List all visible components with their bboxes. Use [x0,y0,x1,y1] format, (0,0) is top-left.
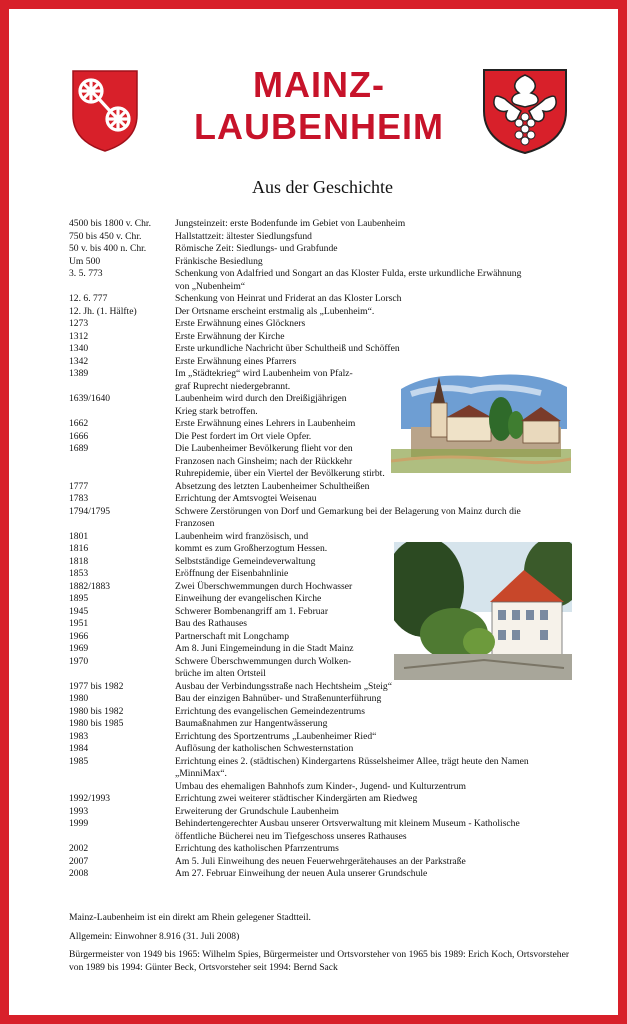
timeline-row [69,843,569,856]
page-title [169,64,469,148]
timeline-date: 1977 bis 1982 [69,680,124,692]
timeline-event: Erste urkundliche Nachricht über Schultheiß und Schöffen [175,343,400,354]
timeline-event: Die Laubenheimer Bevölkerung flieht vor den [175,443,353,454]
timeline-event: Erste Erwähnung eines Pfarrers [175,355,297,367]
timeline-date: 1980 bis 1985 [69,718,124,729]
timeline-row [69,793,569,806]
timeline-row [69,218,569,231]
timeline-row [69,318,569,331]
timeline-date: 1969 [69,643,89,654]
timeline-event: Ruhrepidemie, über ein Viertel der Bevölkerung stirbt. [175,468,385,479]
timeline-event: Schwere Überschwemmungen durch Wolken- [175,655,352,667]
timeline-date [69,456,175,469]
timeline-date: 1966 [69,630,89,642]
timeline-date: 1992/1993 [69,793,111,804]
timeline-date [69,831,175,844]
timeline-event: kommt es zum Großherzogtum Hessen. [175,543,328,554]
timeline-row [69,343,569,356]
timeline-event: Im „Städtekrieg“ wird Laubenheim von Pfalz- [175,368,353,379]
timeline-date: 1342 [69,355,89,367]
timeline-row [69,293,569,306]
timeline-event: Erste Erwähnung eines Glöckners [175,318,306,329]
timeline-row [69,506,569,519]
timeline-row [69,831,569,844]
timeline-date: 1312 [69,330,89,342]
timeline-date: 1999 [69,818,89,829]
timeline-row [69,806,569,819]
timeline-event: Erste Erwähnung der Kirche [175,330,285,342]
timeline-row [69,243,569,256]
timeline-event: Franzosen nach Ginsheim; nach der Rückkehr [175,455,353,467]
title-line-2: LAUBENHEIM [194,106,444,147]
timeline-date [69,468,175,481]
timeline-date: 1945 [69,605,89,617]
timeline-event: Erweiterung der Grundschule Laubenheim [175,805,339,817]
timeline-event: Laubenheim wird französisch, und [175,530,309,542]
timeline-event: brüche im alten Ortsteil [175,668,266,679]
timeline-row [69,281,569,294]
timeline-date: 1662 [69,418,89,429]
timeline-event: Eröffnung der Eisenbahnlinie [175,568,289,579]
timeline-date: 2008 [69,868,89,879]
timeline-date: 1801 [69,530,89,542]
timeline-event: Errichtung der Amtsvogtei Weisenau [175,493,317,504]
timeline-date: 1853 [69,568,89,579]
footer-mayors: Bürgermeister von 1949 bis 1965: Wilhelm Spies, Bürgermeister und Ortsvorsteher von 1965 bis 1989: Erich Koch, Ortsvorsteher von 1989 bis 1994: Günter Beck, Ortsvorsteher seit 1994: Bernd Sack [69,949,570,973]
timeline-event: Schenkung von Adalfried und Songart an das Kloster Fulda, erste urkundliche Erwähnung [175,268,522,279]
timeline-date: 1980 [69,693,89,704]
title-line-1: MAINZ- [253,64,385,105]
timeline-date: 1666 [69,430,89,442]
timeline-event: Schwere Zerstörungen von Dorf und Gemarkung bei der Belagerung von Mainz durch die [175,505,521,517]
timeline-date: 12. 6. 777 [69,293,108,304]
timeline-row [69,818,569,831]
timeline-date [69,768,175,781]
timeline-row [69,518,569,531]
timeline-event: Errichtung des Sportzentrums „Laubenheimer Ried“ [175,730,377,742]
timeline-date: 1273 [69,318,89,329]
timeline-date: 1985 [69,755,89,767]
timeline-date [69,518,175,531]
timeline-event: Ausbau der Verbindungsstraße nach Hechtsheim „Steig“ [175,680,392,692]
timeline-event: Der Ortsname erscheint erstmalig als „Lubenheim“. [175,305,375,317]
timeline-date: 1984 [69,743,89,754]
section-subtitle: Aus der Geschichte [252,177,393,197]
timeline-date: 1639/1640 [69,393,111,404]
timeline-date: 1689 [69,443,89,454]
timeline-event: Errichtung des evangelischen Gemeindezentrums [175,705,365,717]
timeline-event: Fränkische Besiedlung [175,255,263,267]
timeline-date: Um 500 [69,255,101,267]
timeline-date: 4500 bis 1800 v. Chr. [69,218,151,229]
timeline-date [69,406,175,419]
timeline-event: Baumaßnahmen zur Hangentwässerung [175,718,328,729]
timeline-event: Absetzung des letzten Laubenheimer Schultheißen [175,480,370,492]
timeline-date: 1783 [69,493,89,504]
timeline-row [69,306,569,319]
timeline-event: Zwei Überschwemmungen durch Hochwasser [175,580,353,592]
timeline-row [69,756,569,769]
timeline-row [69,718,569,731]
timeline-event: Hallstattzeit: ältester Siedlungsfund [175,230,312,242]
timeline-date: 1340 [69,343,89,354]
timeline-date: 1983 [69,730,89,742]
timeline-row [69,743,569,756]
timeline-row [69,768,569,781]
timeline-event: von „Nubenheim“ [175,280,246,292]
timeline-event: Errichtung des katholischen Pfarrzentrums [175,843,339,854]
timeline-date: 1389 [69,368,89,379]
timeline-event: Selbstständige Gemeindeverwaltung [175,555,316,567]
timeline-event: Die Pest fordert im Ort viele Opfer. [175,430,312,442]
timeline-event: Römische Zeit: Siedlungs- und Grabfunde [175,243,338,254]
timeline-event: Umbau des ehemaligen Bahnhofs zum Kinder-, Jugend- und Kulturzentrum [175,780,467,792]
timeline-date: 1951 [69,618,89,629]
timeline-date [69,281,175,294]
timeline-date [69,781,175,794]
timeline-date: 12. Jh. (1. Hälfte) [69,305,137,317]
timeline-row [69,481,569,494]
timeline-event: Laubenheim wird durch den Dreißigjährigen [175,393,347,404]
timeline-event: graf Ruprecht niedergebrannt. [175,380,291,392]
laubenheim-grape-crest-icon [481,67,569,155]
timeline-row [69,356,569,369]
timeline-date: 1993 [69,805,89,817]
timeline-event: Erste Erwähnung eines Lehrers in Laubenheim [175,418,356,429]
timeline-event: Behindertengerechter Ausbau unserer Ortsverwaltung mit kleinem Museum - Katholische [175,818,520,829]
timeline-date: 1794/1795 [69,505,111,517]
timeline-event: Am 27. Februar Einweihung der neuen Aula unserer Grundschule [175,868,428,879]
timeline-date: 1816 [69,543,89,554]
town-hall-illustration [394,542,572,680]
timeline-row [69,681,569,694]
church-illustration [391,369,571,473]
timeline-row [69,868,569,881]
timeline-event: öffentliche Bücherei neu im Tiefgeschoss unseres Rathauses [175,830,407,842]
timeline-date [69,381,175,394]
timeline-event: Auflösung der katholischen Schwesternstation [175,743,354,754]
timeline-date: 1895 [69,593,89,604]
timeline-date: 750 bis 450 v. Chr. [69,230,142,242]
timeline-event: Schwerer Bombenangriff am 1. Februar [175,605,329,617]
timeline-row [69,731,569,744]
timeline-event: „MinniMax“. [175,768,227,779]
timeline-event: Schenkung von Heinrat und Friderat an das Kloster Lorsch [175,293,402,304]
timeline-date: 1980 bis 1982 [69,705,124,717]
timeline-row [69,256,569,269]
timeline-date: 1970 [69,655,89,667]
timeline-date: 1882/1883 [69,580,111,592]
timeline-event: Bau der einzigen Bahnüber- und Straßenunterführung [175,693,382,704]
timeline-event: Krieg stark betroffen. [175,405,258,417]
timeline-date: 2007 [69,855,89,867]
timeline-event: Bau des Rathauses [175,618,247,629]
footer-population: Allgemein: Einwohner 8.916 (31. Juli 2008) [69,930,240,942]
timeline-row [69,856,569,869]
timeline-event: Jungsteinzeit: erste Bodenfunde im Gebiet von Laubenheim [175,218,406,229]
timeline-row [69,781,569,794]
timeline-event: Errichtung eines 2. (städtischen) Kindergartens Rüsselsheimer Allee, trägt heute den Namen [175,755,529,767]
timeline-date: 50 v. bis 400 n. Chr. [69,243,147,254]
timeline-event: Franzosen [175,518,215,529]
timeline-date: 2002 [69,843,89,854]
footer-notes [69,912,579,980]
timeline-event: Errichtung zwei weiterer städtischer Kindergärten am Riedweg [175,793,418,804]
timeline-date: 1777 [69,480,89,492]
timeline-row [69,331,569,344]
timeline-event: Am 8. Juni Eingemeindung in die Stadt Mainz [175,643,354,654]
timeline-event: Einweihung der evangelischen Kirche [175,593,322,604]
timeline-row [69,493,569,506]
timeline-event: Am 5. Juli Einweihung des neuen Feuerwehrgerätehauses an der Parkstraße [175,855,466,867]
timeline-row [69,231,569,244]
timeline-date: 3. 5. 773 [69,268,103,279]
timeline-event: Partnerschaft mit Longchamp [175,630,290,642]
timeline-date: 1818 [69,555,89,567]
timeline-row [69,693,569,706]
footer-location: Mainz-Laubenheim ist ein direkt am Rhein gelegener Stadtteil. [69,912,311,923]
timeline-row [69,268,569,281]
timeline-row [69,706,569,719]
mainz-wheel-crest-icon [71,69,139,153]
timeline-date [69,668,175,681]
